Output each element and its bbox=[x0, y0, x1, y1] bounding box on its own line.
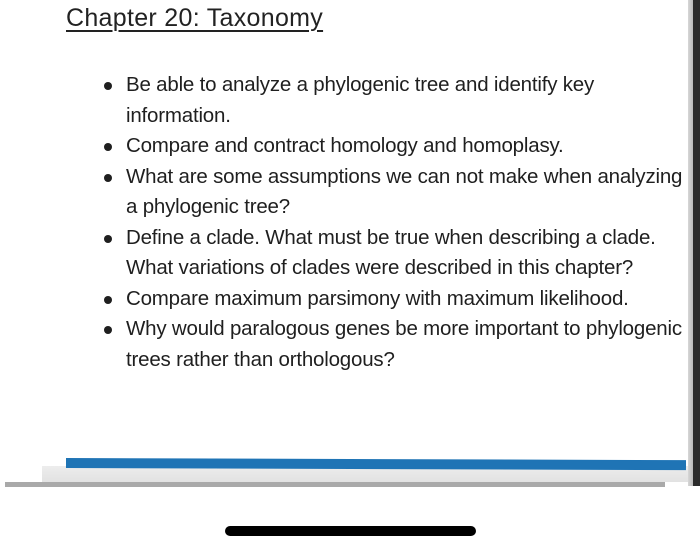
list-item-text: Why would paralogous genes be more important to phylogenic trees rather than orthologous? bbox=[126, 317, 682, 371]
page-divider bbox=[5, 482, 665, 487]
screen-right-border bbox=[693, 0, 700, 486]
study-questions-list bbox=[96, 70, 688, 375]
list-item bbox=[96, 314, 688, 375]
list-item bbox=[96, 223, 688, 284]
bullet-icon bbox=[104, 235, 112, 243]
list-item bbox=[96, 162, 688, 223]
list-item-text: Be able to analyze a phylogenic tree and identify key information. bbox=[126, 73, 595, 127]
list-item-text: Compare and contract homology and homoplasy. bbox=[126, 134, 564, 157]
home-indicator[interactable] bbox=[225, 526, 476, 536]
bullet-icon bbox=[104, 143, 112, 151]
list-item-text: Define a clade. What must be true when describing a clade. What variations of clades were described in this chapter? bbox=[126, 225, 656, 279]
list-item bbox=[96, 70, 688, 131]
list-item-text: Compare maximum parsimony with maximum likelihood. bbox=[126, 286, 629, 310]
bullet-icon bbox=[104, 296, 112, 304]
list-item bbox=[96, 284, 688, 315]
bullet-icon bbox=[104, 326, 112, 334]
bullet-icon bbox=[104, 174, 112, 182]
chapter-title: Chapter 20: Taxonomy bbox=[66, 4, 324, 32]
list-item-text: What are some assumptions we can not make when analyzing a phylogenic tree? bbox=[126, 164, 683, 218]
bullet-icon bbox=[104, 82, 112, 90]
list-item bbox=[96, 131, 688, 162]
